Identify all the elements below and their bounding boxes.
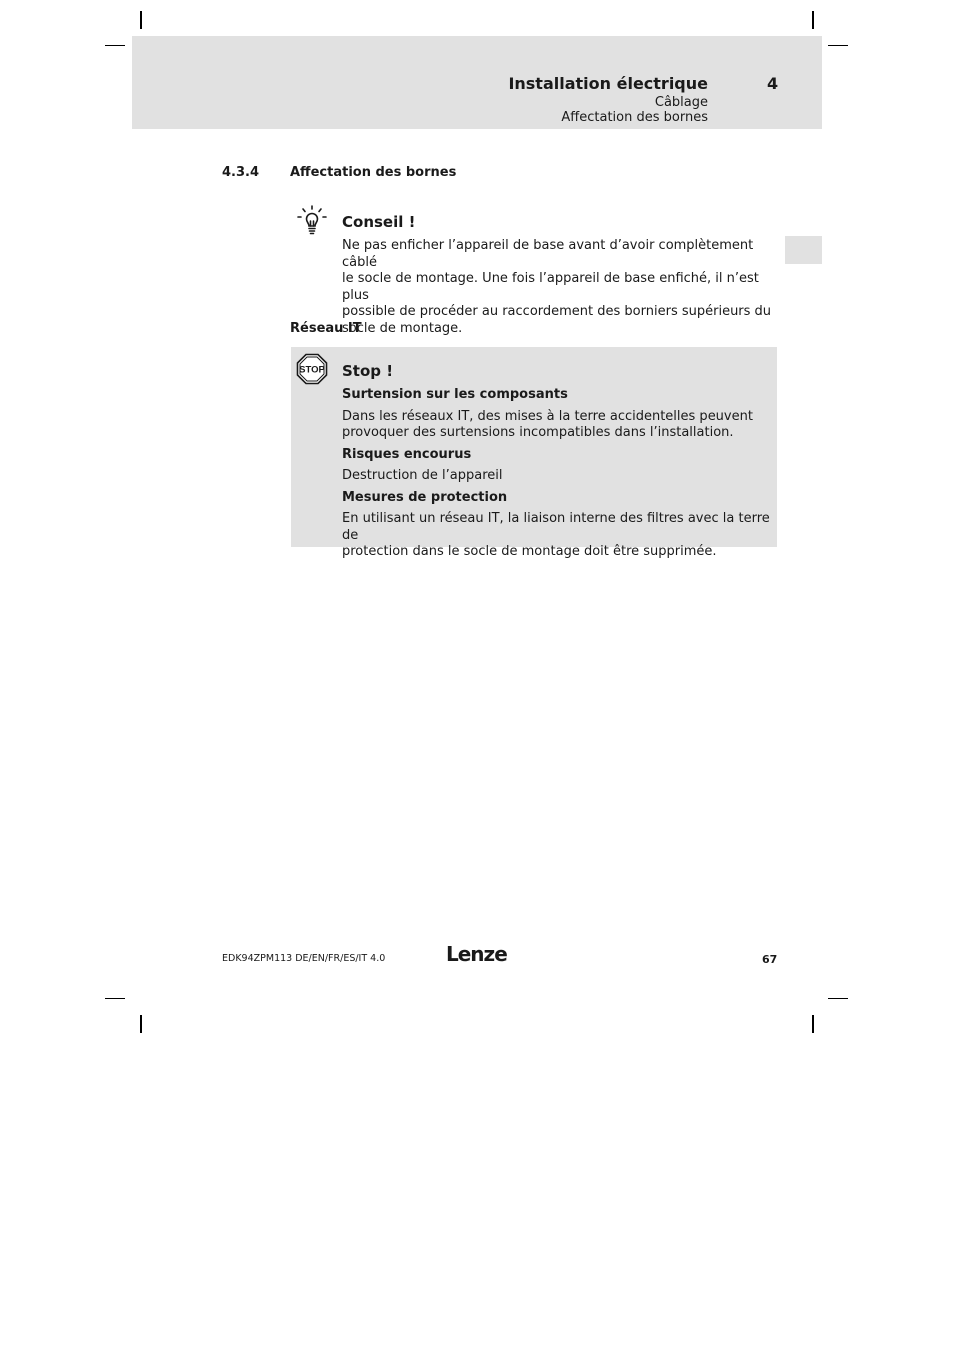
tip-title: Conseil ! (342, 213, 416, 231)
section-title: Affectation des bornes (290, 165, 457, 180)
header-band (132, 36, 822, 129)
document-id: EDK94ZPM113 DE/EN/FR/ES/IT 4.0 (222, 953, 386, 964)
stop-heading-risks: Risques encourus (342, 446, 472, 462)
stop-content (342, 387, 772, 561)
header-subtitle-2: Affectation des bornes (561, 110, 708, 125)
stop-icon-label: STOP (299, 364, 325, 376)
stop-text-line: Dans les réseaux IT, des mises à la terre accidentelles peuvent (342, 408, 753, 424)
lightbulb-icon (296, 205, 328, 237)
subheading-reseau-it: Réseau IT (290, 321, 362, 336)
crop-mark (105, 45, 125, 46)
crop-mark (812, 1015, 814, 1033)
chapter-number: 4 (767, 74, 779, 93)
page-number: 67 (762, 953, 778, 966)
stop-text-line: En utilisant un réseau IT, la liaison interne des filtres avec la terre de (342, 511, 770, 543)
tip-line: le socle de montage. Une fois l’appareil de base enfiché, il n’est plus (342, 271, 759, 303)
crop-mark (140, 11, 142, 29)
chapter-side-tab (785, 236, 822, 264)
tip-line: Ne pas enficher l’appareil de base avant d’avoir complètement câblé (342, 238, 754, 270)
stop-text-line: Destruction de l’appareil (342, 468, 503, 483)
stop-text-line: provoquer des surtensions incompatibles dans l’installation. (342, 425, 734, 440)
crop-mark (812, 11, 814, 29)
stop-sign-icon (296, 353, 328, 385)
stop-heading-overvoltage: Surtension sur les composants (342, 387, 568, 402)
crop-mark (828, 998, 848, 999)
crop-mark (828, 45, 848, 46)
header-subtitle-1: Câblage (654, 95, 708, 110)
crop-mark (105, 998, 125, 999)
section-number: 4.3.4 (222, 165, 260, 180)
stop-text-line: protection dans le socle de montage doit être supprimée. (342, 544, 717, 559)
lenze-logo: Lenze (446, 942, 507, 966)
tip-body (342, 238, 778, 337)
chapter-title: Installation électrique (508, 74, 708, 93)
stop-title: Stop ! (342, 362, 394, 380)
tip-line: socle de montage. (342, 320, 463, 336)
tip-line: possible de procéder au raccordement des borniers supérieurs du (342, 304, 772, 319)
crop-mark (140, 1015, 142, 1033)
stop-heading-measures: Mesures de protection (342, 489, 508, 505)
